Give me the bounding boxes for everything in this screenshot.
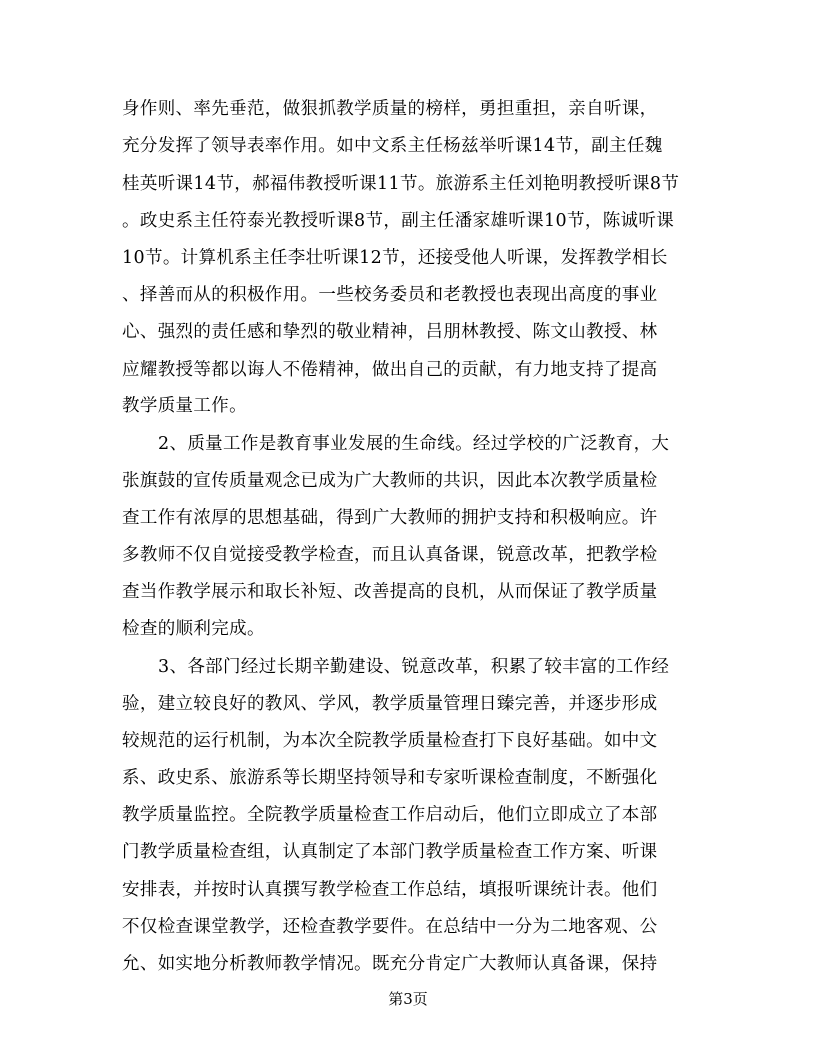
text-line: 不仅检查课堂教学，还检查教学要件。在总结中一分为二地客观、公 bbox=[122, 917, 658, 937]
text-line: 桂英听课14节，郝福伟教授听课11节。旅游系主任刘艳明教授听课8节 bbox=[122, 174, 680, 194]
text-line: 允、如实地分析教师教学情况。既充分肯定广大教师认真备课，保持 bbox=[122, 954, 658, 974]
text-line: 检查的顺利完成。 bbox=[122, 619, 265, 639]
text-line: 门教学质量检查组，认真制定了本部门教学质量检查工作方案、听课 bbox=[122, 842, 658, 862]
text-line: 教学质量监控。全院教学质量检查工作启动后，他们立即成立了本部 bbox=[122, 805, 658, 825]
text-line: 安排表，并按时认真撰写教学检查工作总结，填报听课统计表。他们 bbox=[122, 880, 658, 900]
text-line: 充分发挥了领导表率作用。如中文系主任杨兹举听课14节，副主任魏 bbox=[122, 136, 663, 156]
text-line: 查当作教学展示和取长补短、改善提高的良机，从而保证了教学质量 bbox=[122, 582, 658, 602]
text-line: 2、质量工作是教育事业发展的生命线。经过学校的广泛教育，大 bbox=[158, 434, 670, 454]
text-line: 3、各部门经过长期辛勤建设、锐意改革，积累了较丰富的工作经 bbox=[158, 657, 670, 677]
text-line: 系、政史系、旅游系等长期坚持领导和专家听课检查制度，不断强化 bbox=[122, 768, 658, 788]
text-line: 多教师不仅自觉接受教学检查，而且认真备课，锐意改革，把教学检 bbox=[122, 545, 658, 565]
text-line: 身作则、率先垂范，做狠抓教学质量的榜样，勇担重担，亲自听课， bbox=[122, 99, 658, 119]
page-number: 第3页 bbox=[388, 990, 428, 1008]
text-line: 张旗鼓的宣传质量观念已成为广大教师的共识，因此本次教学质量检 bbox=[122, 471, 658, 491]
text-line: 应耀教授等都以诲人不倦精神，做出自己的贡献，有力地支持了提高 bbox=[122, 360, 658, 380]
text-line: 、择善而从的积极作用。一些校务委员和老教授也表现出高度的事业 bbox=[122, 285, 658, 305]
text-line: 。政史系主任符泰光教授听课8节，副主任潘家雄听课10节，陈诚听课 bbox=[122, 211, 675, 231]
text-line: 10节。计算机系主任李壮听课12节，还接受他人听课，发挥教学相长 bbox=[122, 248, 668, 268]
text-line: 心、强烈的责任感和挚烈的敬业精神，吕朋林教授、陈文山教授、林 bbox=[122, 322, 658, 342]
text-line: 较规范的运行机制，为本次全院教学质量检查打下良好基础。如中文 bbox=[122, 731, 658, 751]
text-line: 教学质量工作。 bbox=[122, 396, 247, 416]
text-line: 查工作有浓厚的思想基础，得到广大教师的拥护支持和积极响应。许 bbox=[122, 508, 658, 528]
text-line: 验，建立较良好的教风、学风，教学质量管理日臻完善，并逐步形成 bbox=[122, 694, 658, 714]
